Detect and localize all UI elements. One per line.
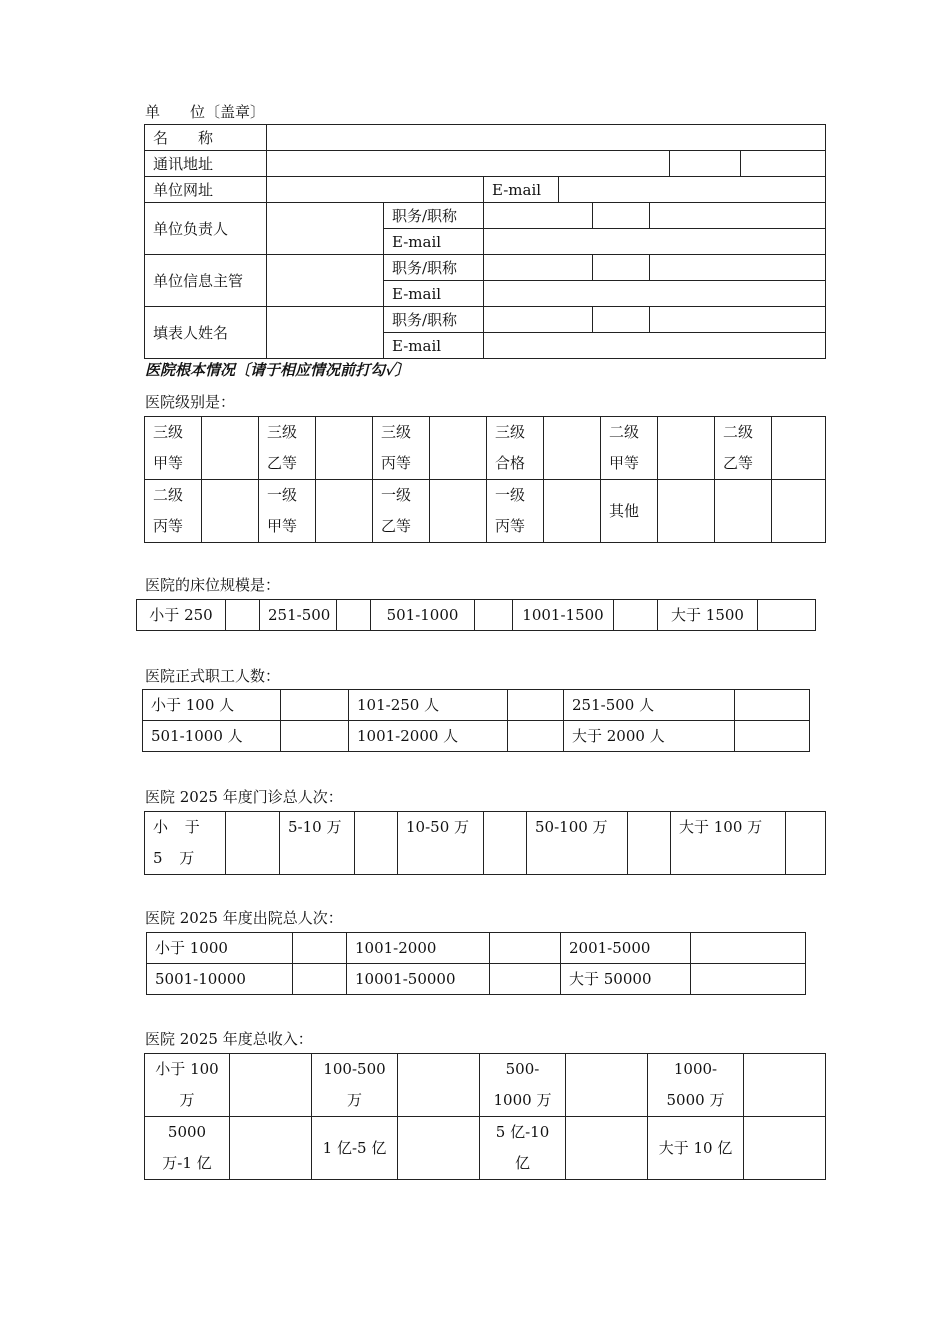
- staff-option: 1001-2000 人: [349, 721, 508, 752]
- outpatient-table: [144, 811, 826, 875]
- income-checkbox[interactable]: [744, 1117, 826, 1180]
- beds-checkbox[interactable]: [226, 600, 260, 631]
- filler-phone-label-cell: [593, 307, 650, 333]
- level-option: 三级甲等: [145, 417, 202, 480]
- level-checkbox[interactable]: [316, 417, 373, 480]
- website-label: 单位网址: [145, 177, 267, 203]
- income-checkbox[interactable]: [566, 1054, 648, 1117]
- leader-phone-field[interactable]: [650, 203, 826, 229]
- leader-position-field[interactable]: [484, 203, 593, 229]
- it-manager-position-field[interactable]: [484, 255, 593, 281]
- income-checkbox[interactable]: [398, 1117, 480, 1180]
- level-checkbox[interactable]: [430, 480, 487, 543]
- it-manager-phone-label-cell: [593, 255, 650, 281]
- filler-label: 填表人姓名: [145, 307, 267, 359]
- filler-position-label: 职务/职称: [384, 307, 484, 333]
- level-checkbox[interactable]: [202, 480, 259, 543]
- outpatient-option: 大于 100 万: [671, 812, 786, 875]
- income-option: 1000-5000 万: [648, 1054, 744, 1117]
- income-option: 大于 10 亿: [648, 1117, 744, 1180]
- beds-option: 251-500: [260, 600, 337, 631]
- discharge-label: 医院 2025 年度出院总人次：: [145, 909, 343, 927]
- discharge-option: 小于 1000: [147, 933, 293, 964]
- discharge-checkbox[interactable]: [293, 964, 347, 995]
- level-checkbox[interactable]: [430, 417, 487, 480]
- income-checkbox[interactable]: [566, 1117, 648, 1180]
- staff-checkbox[interactable]: [281, 721, 349, 752]
- income-option: 100-500 万: [312, 1054, 398, 1117]
- it-manager-name-field[interactable]: [267, 255, 384, 307]
- filler-phone-field[interactable]: [650, 307, 826, 333]
- level-table: [144, 416, 826, 543]
- beds-option: 小于 250: [137, 600, 226, 631]
- outpatient-checkbox[interactable]: [355, 812, 398, 875]
- income-option: 500-1000 万: [480, 1054, 566, 1117]
- outpatient-option: 小 于 5 万: [145, 812, 226, 875]
- discharge-option: 5001-10000: [147, 964, 293, 995]
- income-checkbox[interactable]: [744, 1054, 826, 1117]
- beds-checkbox[interactable]: [475, 600, 513, 631]
- level-option: 三级乙等: [259, 417, 316, 480]
- beds-option: 1001-1500: [513, 600, 614, 631]
- it-manager-phone-field[interactable]: [650, 255, 826, 281]
- it-manager-label: 单位信息主管: [145, 255, 267, 307]
- level-checkbox[interactable]: [772, 417, 826, 480]
- leader-phone-label-cell: [593, 203, 650, 229]
- unit-email-field[interactable]: [559, 177, 826, 203]
- name-label: 名 称: [145, 125, 267, 151]
- unit-email-label: E-mail: [484, 177, 559, 203]
- staff-option: 大于 2000 人: [564, 721, 735, 752]
- beds-option: 501-1000: [371, 600, 475, 631]
- level-option: 二级甲等: [601, 417, 658, 480]
- discharge-checkbox[interactable]: [490, 933, 561, 964]
- discharge-option: 10001-50000: [347, 964, 490, 995]
- beds-checkbox[interactable]: [614, 600, 658, 631]
- level-empty-cell: [715, 480, 772, 543]
- level-option: 一级丙等: [487, 480, 544, 543]
- level-checkbox[interactable]: [316, 480, 373, 543]
- unit-stamp-label: 单 位〔盖章〕: [145, 103, 266, 121]
- discharge-checkbox[interactable]: [691, 964, 806, 995]
- website-field[interactable]: [267, 177, 484, 203]
- address-label: 通讯地址: [145, 151, 267, 177]
- level-option: 三级合格: [487, 417, 544, 480]
- leader-label: 单位负责人: [145, 203, 267, 255]
- discharge-option: 大于 50000: [561, 964, 691, 995]
- discharge-option: 1001-2000: [347, 933, 490, 964]
- income-option: 小于 100 万: [145, 1054, 230, 1117]
- staff-option: 101-250 人: [349, 690, 508, 721]
- leader-name-field[interactable]: [267, 203, 384, 255]
- income-checkbox[interactable]: [230, 1117, 312, 1180]
- beds-checkbox[interactable]: [337, 600, 371, 631]
- income-option: 1 亿-5 亿: [312, 1117, 398, 1180]
- level-empty-cell: [772, 480, 826, 543]
- discharge-checkbox[interactable]: [490, 964, 561, 995]
- beds-checkbox[interactable]: [758, 600, 816, 631]
- income-checkbox[interactable]: [230, 1054, 312, 1117]
- level-checkbox[interactable]: [202, 417, 259, 480]
- staff-checkbox[interactable]: [735, 721, 810, 752]
- income-label: 医院 2025 年度总收入：: [145, 1030, 313, 1048]
- beds-label: 医院的床位规模是：: [145, 576, 281, 594]
- staff-option: 501-1000 人: [143, 721, 281, 752]
- leader-email-label: E-mail: [384, 229, 484, 255]
- outpatient-label: 医院 2025 年度门诊总人次：: [145, 788, 343, 806]
- filler-email-field[interactable]: [484, 333, 826, 359]
- discharge-table: [146, 932, 806, 995]
- level-option: 二级丙等: [145, 480, 202, 543]
- income-checkbox[interactable]: [398, 1054, 480, 1117]
- staff-checkbox[interactable]: [508, 690, 564, 721]
- staff-label: 医院正式职工人数：: [145, 667, 281, 685]
- it-manager-position-label: 职务/职称: [384, 255, 484, 281]
- unit-info-table: [144, 124, 826, 359]
- staff-checkbox[interactable]: [281, 690, 349, 721]
- level-checkbox[interactable]: [544, 417, 601, 480]
- staff-option: 小于 100 人: [143, 690, 281, 721]
- outpatient-option: 50-100 万: [527, 812, 628, 875]
- level-option: 其他: [601, 480, 658, 543]
- income-option: 5 亿-10 亿: [480, 1117, 566, 1180]
- section-title: 医院根本情况〔请于相应情况前打勾✓〕: [145, 361, 410, 379]
- filler-name-field[interactable]: [267, 307, 384, 359]
- address-field[interactable]: [267, 151, 670, 177]
- level-label: 医院级别是：: [145, 393, 236, 411]
- discharge-checkbox[interactable]: [293, 933, 347, 964]
- outpatient-checkbox[interactable]: [786, 812, 826, 875]
- it-manager-email-label: E-mail: [384, 281, 484, 307]
- filler-position-field[interactable]: [484, 307, 593, 333]
- postcode-label-cell: [670, 151, 741, 177]
- staff-table: [142, 689, 810, 752]
- level-checkbox[interactable]: [658, 417, 715, 480]
- level-option: 二级乙等: [715, 417, 772, 480]
- outpatient-checkbox[interactable]: [484, 812, 527, 875]
- beds-table: [136, 599, 816, 631]
- income-table: [144, 1053, 826, 1180]
- discharge-option: 2001-5000: [561, 933, 691, 964]
- beds-option: 大于 1500: [658, 600, 758, 631]
- postcode-field[interactable]: [741, 151, 826, 177]
- leader-position-label: 职务/职称: [384, 203, 484, 229]
- outpatient-option: 10-50 万: [398, 812, 484, 875]
- leader-email-field[interactable]: [484, 229, 826, 255]
- outpatient-checkbox[interactable]: [628, 812, 671, 875]
- staff-checkbox[interactable]: [735, 690, 810, 721]
- level-option: 一级乙等: [373, 480, 430, 543]
- staff-option: 251-500 人: [564, 690, 735, 721]
- income-option: 5000 万-1 亿: [145, 1117, 230, 1180]
- level-checkbox[interactable]: [658, 480, 715, 543]
- staff-checkbox[interactable]: [508, 721, 564, 752]
- level-option: 三级丙等: [373, 417, 430, 480]
- name-field[interactable]: [267, 125, 826, 151]
- level-option: 一级甲等: [259, 480, 316, 543]
- discharge-checkbox[interactable]: [691, 933, 806, 964]
- outpatient-checkbox[interactable]: [226, 812, 280, 875]
- outpatient-option: 5-10 万: [280, 812, 355, 875]
- level-checkbox[interactable]: [544, 480, 601, 543]
- filler-email-label: E-mail: [384, 333, 484, 359]
- it-manager-email-field[interactable]: [484, 281, 826, 307]
